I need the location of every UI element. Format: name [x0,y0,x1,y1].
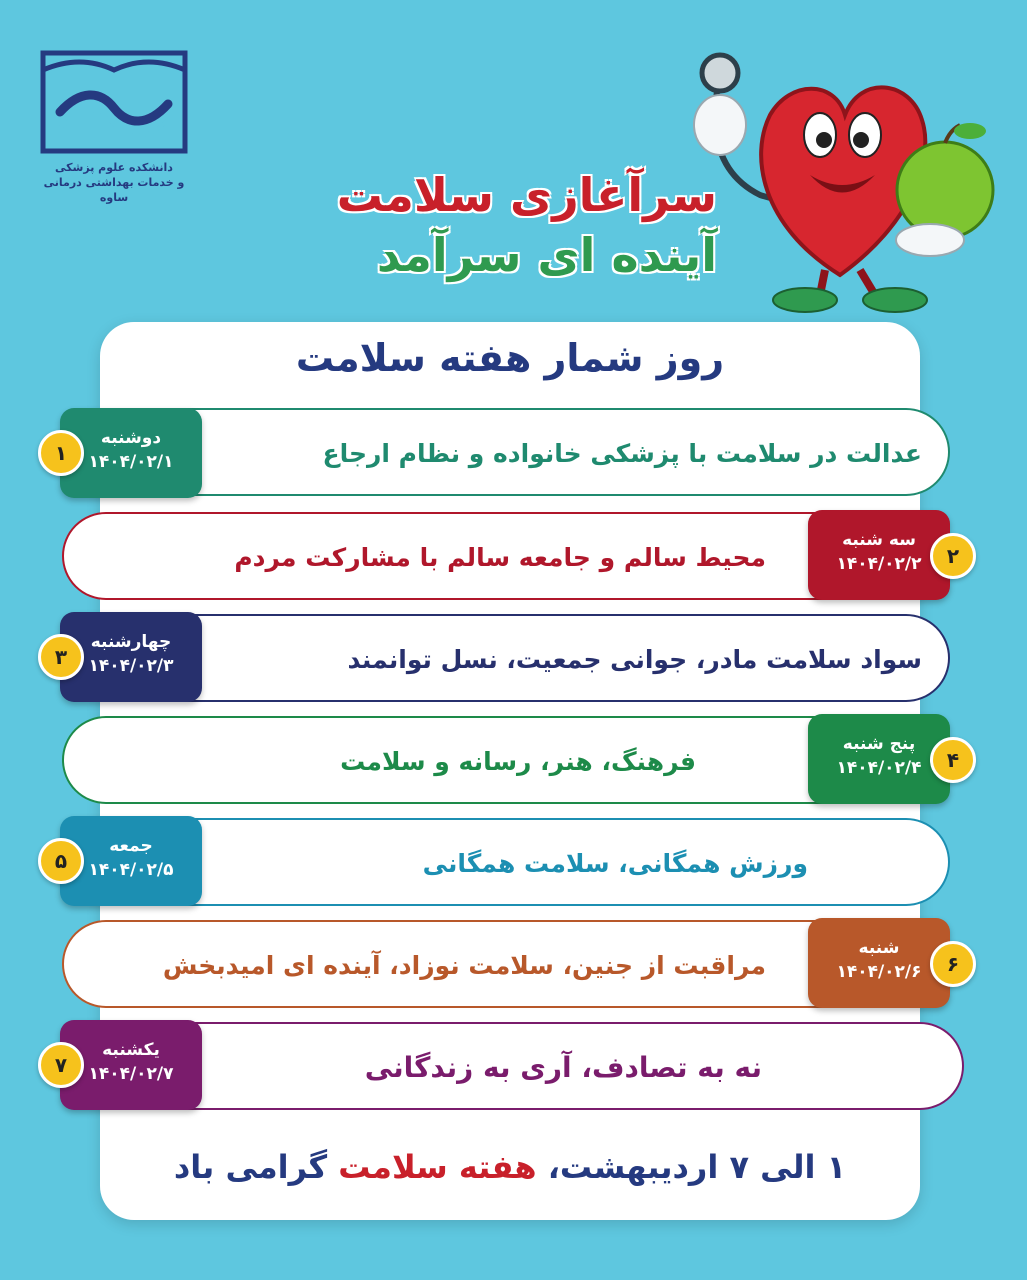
list-item [62,920,918,1008]
day-number-badge: ۲ [930,533,976,579]
topic-text: مراقبت از جنین، سلامت نوزاد، آینده ای امیدبخش [162,951,766,980]
list-item [96,818,950,906]
day-number-badge: ۱ [38,430,84,476]
topic-text: ورزش همگانی، سلامت همگانی [422,849,808,878]
day-tag: چهارشنبه ۱۴۰۴/۰۲/۳ [60,612,202,702]
list-item [96,1022,964,1110]
day-tag: شنبه ۱۴۰۴/۰۲/۶ [808,918,950,1008]
footer-message: ۱ الی ۷ اردیبهشت، هفته سلامت گرامی باد [173,1148,847,1186]
university-logo-icon [40,50,188,154]
list-item [96,614,950,702]
org-name: دانشکده علوم پزشکی و خدمات بهداشتی درمانی ساوه [43,161,185,204]
day-tag: پنج شنبه ۱۴۰۴/۰۲/۴ [808,714,950,804]
countdown-title: روز شمار هفته سلامت [295,336,725,380]
headline [217,165,717,285]
day-tag: جمعه ۱۴۰۴/۰۲/۵ [60,816,202,906]
day-tag: سه شنبه ۱۴۰۴/۰۲/۲ [808,510,950,600]
day-number-badge: ۳ [38,634,84,680]
day-number-badge: ۶ [930,941,976,987]
day-tag: دوشنبه ۱۴۰۴/۰۲/۱ [60,408,202,498]
topic-text: محیط سالم و جامعه سالم با مشارکت مردم [234,543,766,572]
topic-text: نه به تصادف، آری به زندگانی [364,1051,762,1084]
day-number-badge: ۴ [930,737,976,783]
list-item [62,716,918,804]
heart-doctor-mascot-icon [660,45,1000,315]
day-tag: یکشنبه ۱۴۰۴/۰۲/۷ [60,1020,202,1110]
list-item [62,512,918,600]
topic-text: عدالت در سلامت با پزشکی خانواده و نظام ارجاع [322,439,922,468]
topic-text: فرهنگ، هنر، رسانه و سلامت [340,747,696,776]
list-item [96,408,950,496]
headline-line2: آینده ای سرآمد [376,228,717,282]
topic-text: سواد سلامت مادر، جوانی جمعیت، نسل توانمند [347,645,922,674]
day-number-badge: ۷ [38,1042,84,1088]
headline-line1: سرآغازی سلامت [336,168,717,222]
day-number-badge: ۵ [38,838,84,884]
